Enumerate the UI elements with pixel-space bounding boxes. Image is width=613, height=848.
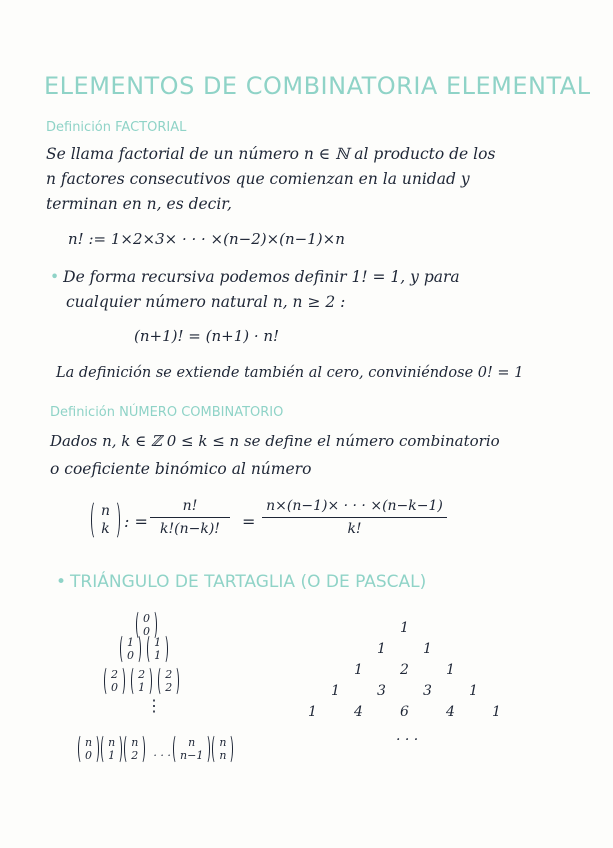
binom-row-dots: · · ·	[153, 749, 171, 762]
pascal-value: 1	[308, 704, 317, 720]
combinatorio-text-line-1: Dados n, k ∈ ℤ 0 ≤ k ≤ n se define el número combinatorio	[50, 432, 500, 450]
section-heading-factorial: Definición FACTORIAL	[46, 120, 187, 135]
pascal-value: 2	[400, 662, 409, 678]
pascal-value: 6	[400, 704, 409, 720]
equals-sign: =	[242, 512, 256, 531]
fraction-factorial	[150, 498, 230, 537]
pascal-value: 4	[446, 704, 455, 720]
pascal-ellipsis: . . .	[396, 728, 419, 744]
bullet-icon: •	[56, 572, 67, 592]
zero-factorial-text: La definición se extiende también al cero, conviniéndose 0! = 1	[56, 365, 524, 381]
recursive-text: De forma recursiva podemos definir 1! = 1, y para	[63, 268, 460, 286]
combinatorio-text-line-2: o coeficiente binómico al número	[50, 460, 312, 478]
pascal-value: 1	[423, 641, 432, 657]
recursive-formula: (n+1)! = (n+1) · n!	[134, 327, 280, 345]
pascal-value: 1	[446, 662, 455, 678]
binomial-coefficient	[94, 502, 117, 538]
fraction-numerator: n!	[182, 498, 198, 514]
binom-row-1: 1 0 1 1	[122, 636, 172, 663]
pascal-value: 1	[331, 683, 340, 699]
section-heading-tartaglia	[56, 572, 426, 592]
fraction-product-numerator: n×(n−1)× · · · ×(n−k−1)	[266, 498, 443, 514]
recursive-text-line-1	[50, 268, 460, 286]
fraction-denominator: k!(n−k)!	[160, 521, 220, 537]
pascal-value: 1	[400, 620, 409, 636]
pascal-value: 4	[354, 704, 363, 720]
page-title: ELEMENTOS DE COMBINATORIA ELEMENTAL	[44, 72, 591, 100]
bullet-icon: •	[50, 268, 60, 286]
pascal-value: 3	[423, 683, 432, 699]
binom-top: n	[101, 503, 111, 519]
fraction-product-bar	[262, 517, 447, 518]
pascal-value: 3	[377, 683, 386, 699]
factorial-text-line-2: n factores consecutivos que comienzan en la unidad y	[46, 170, 470, 188]
recursive-text-line-2: cualquier número natural n, n ≥ 2 :	[66, 293, 346, 311]
fraction-product	[262, 498, 447, 537]
section-heading-combinatorio: Definición NÚMERO COMBINATORIO	[50, 405, 284, 420]
binom-bottom: k	[101, 521, 110, 537]
pascal-value: 1	[469, 683, 478, 699]
assign-operator: : =	[124, 512, 148, 531]
fraction-bar	[150, 517, 230, 518]
fraction-product-denominator: k!	[347, 521, 362, 537]
binom-vertical-dots: ⋮	[146, 696, 164, 715]
binom-row-2: 2 0 2 1 2 2	[106, 668, 183, 695]
binom-row-0: 0 0	[138, 612, 161, 639]
pascal-value: 1	[377, 641, 386, 657]
factorial-formula: n! := 1×2×3× · · · ×(n−2)×(n−1)×n	[68, 230, 345, 248]
pascal-value: 1	[492, 704, 501, 720]
tartaglia-heading-text: TRIÁNGULO DE TARTAGLIA (O DE PASCAL)	[70, 572, 427, 592]
factorial-text-line-1: Se llama factorial de un número n ∈ ℕ al producto de los	[46, 145, 496, 163]
factorial-text-line-3: terminan en n, es decir,	[46, 195, 232, 213]
binom-row-n: n 0 n 1 n 2 · · · n n−1 n n	[80, 736, 237, 763]
pascal-value: 1	[354, 662, 363, 678]
